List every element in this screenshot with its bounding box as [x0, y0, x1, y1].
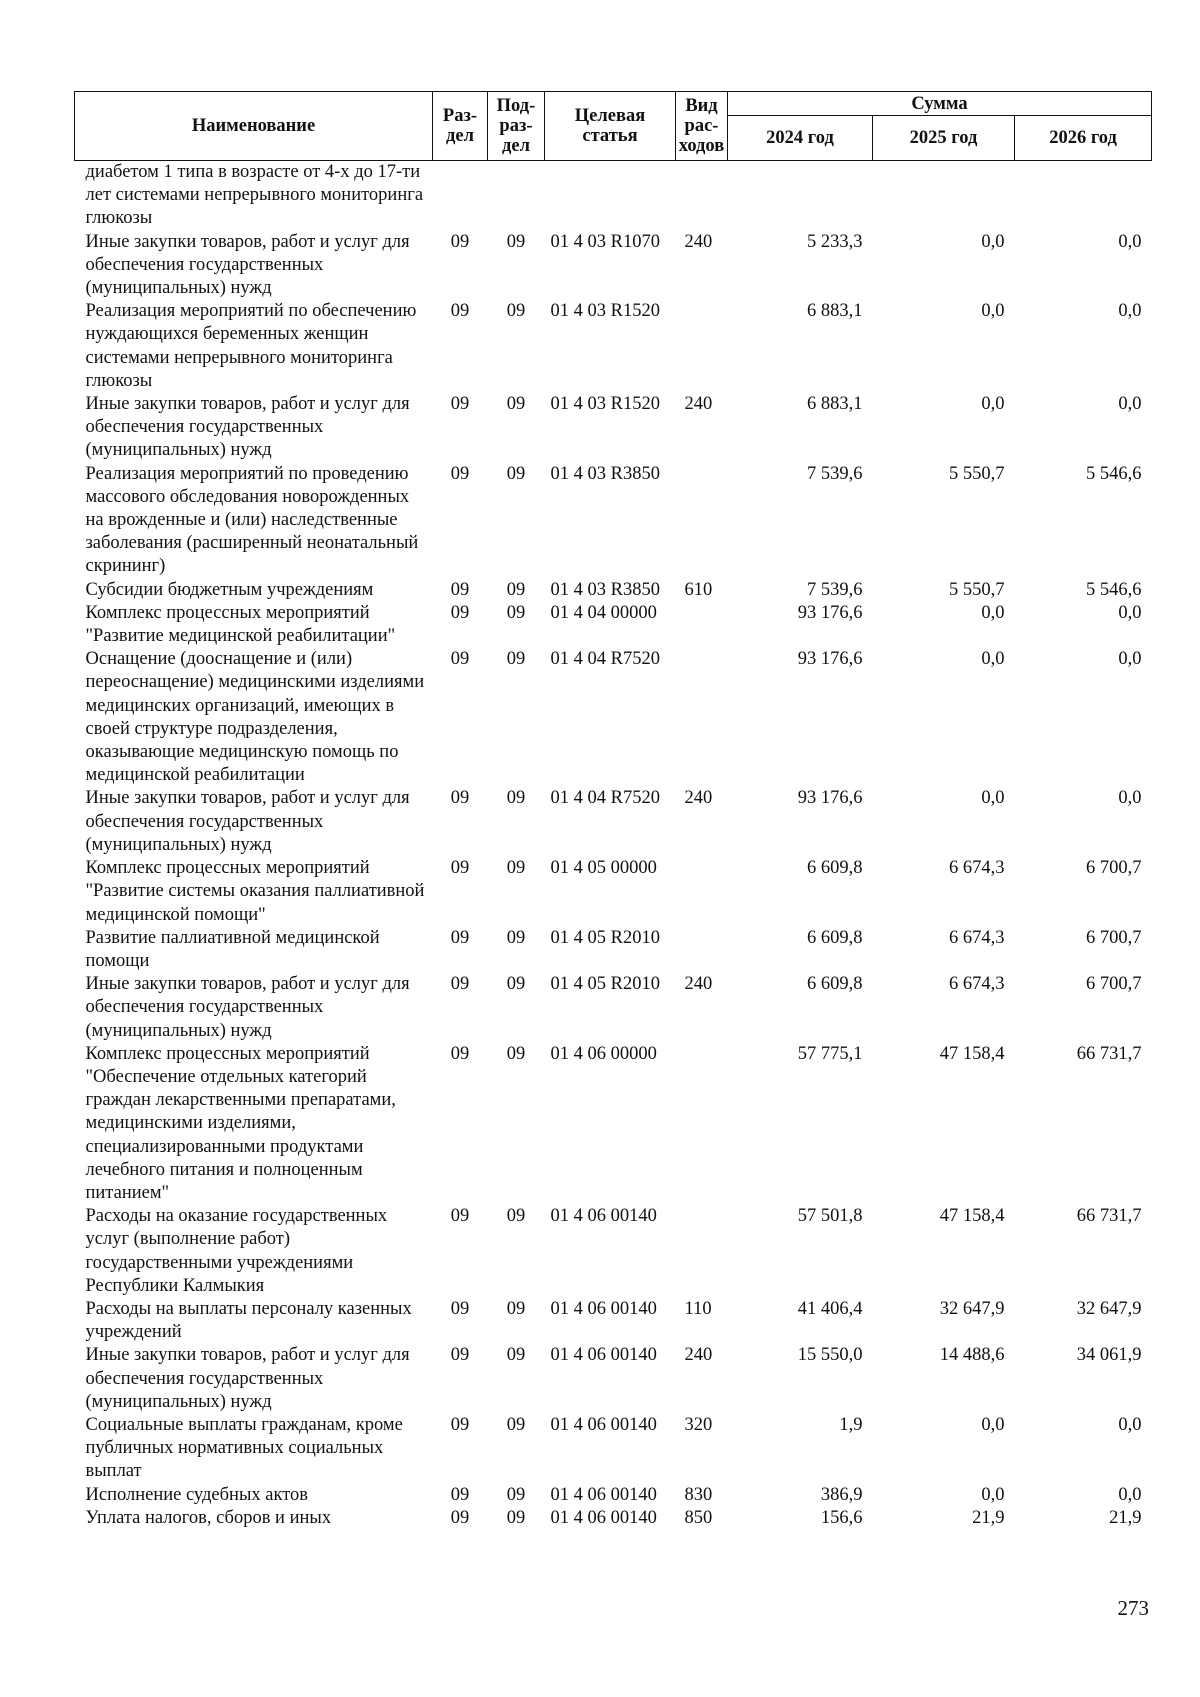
table-row [75, 1205, 1152, 1298]
header-vid-line: ходов [678, 136, 725, 156]
row-celevaya: 01 4 03 R1520 [550, 394, 660, 415]
row-podrazdel: 09 [506, 858, 526, 879]
row-podrazdel: 09 [506, 927, 526, 948]
header-vid [676, 92, 728, 161]
row-amount-2025: 0,0 [981, 602, 1005, 623]
row-amount-2026: 0,0 [1118, 602, 1142, 623]
header-year-2025: 2025 год [873, 116, 1015, 161]
row-amount-2024: 6 609,8 [807, 858, 863, 879]
row-vid [676, 1043, 728, 1205]
table-row [75, 1507, 1152, 1530]
row-vid: 610 [684, 579, 713, 600]
row-celevaya: 01 4 05 00000 [550, 858, 657, 879]
row-podrazdel: 09 [506, 463, 526, 484]
row-amount-2024: 5 233,3 [807, 231, 863, 252]
header-podrazdel [488, 92, 545, 161]
row-razdel: 09 [450, 1298, 470, 1319]
row-name: Реализация мероприятий по обеспечению нуждающихся беременных женщин системами непрерывного мониторинга глюкозы [85, 301, 417, 391]
header-podrazdel-line: дел [502, 136, 530, 156]
row-razdel: 09 [450, 1345, 470, 1366]
row-vid: 240 [684, 231, 713, 252]
row-amount-2024: 41 406,4 [797, 1298, 863, 1319]
row-celevaya: 01 4 04 R7520 [550, 649, 660, 670]
row-amount-2024: 6 883,1 [807, 394, 863, 415]
row-podrazdel: 09 [506, 1345, 526, 1366]
row-amount-2024: 57 501,8 [797, 1206, 863, 1227]
row-amount-2024 [728, 161, 873, 231]
row-amount-2024: 7 539,6 [807, 463, 863, 484]
row-amount-2025: 47 158,4 [939, 1043, 1005, 1064]
row-name: Исполнение судебных актов [85, 1484, 309, 1505]
row-podrazdel: 09 [506, 1298, 526, 1319]
row-podrazdel [488, 161, 545, 231]
row-vid [676, 300, 728, 393]
row-celevaya: 01 4 03 R1070 [550, 231, 660, 252]
table-row [75, 973, 1152, 1043]
header-podrazdel-line: раз- [499, 116, 533, 136]
row-razdel: 09 [450, 649, 470, 670]
row-amount-2025: 6 674,3 [949, 858, 1005, 879]
row-name: Оснащение (дооснащение и (или) переоснащение) медицинскими изделиями медицинских организаций, имеющих в своей структуре подразделения, оказывающие медицинскую помощь по медицинской реабилитации [85, 649, 425, 786]
row-podrazdel: 09 [506, 1507, 526, 1528]
row-celevaya: 01 4 06 00140 [550, 1345, 657, 1366]
row-vid: 830 [684, 1484, 713, 1505]
table-row [75, 927, 1152, 973]
table-row [75, 857, 1152, 927]
row-podrazdel: 09 [506, 579, 526, 600]
table-row [75, 602, 1152, 648]
row-amount-2026: 0,0 [1118, 649, 1142, 670]
table-row [75, 393, 1152, 463]
row-celevaya: 01 4 06 00140 [550, 1507, 657, 1528]
row-vid: 850 [684, 1507, 713, 1528]
row-vid [676, 161, 728, 231]
row-vid: 240 [684, 394, 713, 415]
row-podrazdel: 09 [506, 1206, 526, 1227]
row-amount-2026: 6 700,7 [1086, 858, 1142, 879]
row-name: Иные закупки товаров, работ и услуг для обеспечения государственных (муниципальных) нужд [85, 231, 410, 299]
row-celevaya: 01 4 03 R3850 [550, 463, 660, 484]
row-amount-2026: 5 546,6 [1086, 463, 1142, 484]
table-row [75, 300, 1152, 393]
row-celevaya: 01 4 04 R7520 [550, 788, 660, 809]
row-amount-2026: 0,0 [1118, 231, 1142, 252]
row-amount-2025: 6 674,3 [949, 927, 1005, 948]
row-amount-2024: 15 550,0 [797, 1345, 863, 1366]
page-number: 273 [1117, 1596, 1149, 1620]
header-year-2024: 2024 год [728, 116, 873, 161]
table-row [75, 463, 1152, 579]
header-razdel [433, 92, 488, 161]
row-celevaya: 01 4 06 00000 [550, 1043, 657, 1064]
row-name: Реализация мероприятий по проведению массового обследования новорожденных на врожденные и (или) наследственные заболевания (расширенный неонатальный скрининг) [85, 463, 419, 577]
table-row [75, 648, 1152, 787]
row-name: Иные закупки товаров, работ и услуг для обеспечения государственных (муниципальных) нужд [85, 394, 410, 461]
row-amount-2025: 0,0 [981, 301, 1005, 322]
row-razdel: 09 [450, 1507, 470, 1528]
row-name: Комплекс процессных мероприятий "Развитие системы оказания паллиативной медицинской помощи" [85, 858, 425, 925]
table-row [75, 1298, 1152, 1344]
row-vid: 240 [684, 974, 713, 995]
row-podrazdel: 09 [506, 649, 526, 670]
row-name: Иные закупки товаров, работ и услуг для обеспечения государственных (муниципальных) нужд [85, 974, 410, 1041]
row-celevaya: 01 4 03 R1520 [550, 301, 660, 322]
row-amount-2026: 66 731,7 [1076, 1043, 1142, 1064]
row-vid: 240 [684, 788, 713, 809]
row-amount-2026: 0,0 [1118, 1484, 1142, 1505]
row-amount-2025: 0,0 [981, 394, 1005, 415]
row-name: Комплекс процессных мероприятий "Развитие медицинской реабилитации" [85, 602, 396, 647]
row-vid [676, 602, 728, 648]
row-amount-2025 [873, 161, 1015, 231]
row-razdel: 09 [450, 231, 470, 252]
row-amount-2024: 93 176,6 [797, 602, 863, 623]
header-celevaya-line: Целевая [574, 106, 646, 126]
row-amount-2024: 6 883,1 [807, 301, 863, 322]
row-podrazdel: 09 [506, 974, 526, 995]
row-vid [676, 857, 728, 927]
row-razdel: 09 [450, 788, 470, 809]
row-amount-2026: 0,0 [1118, 301, 1142, 322]
row-amount-2025: 6 674,3 [949, 974, 1005, 995]
row-amount-2024: 386,9 [820, 1484, 863, 1505]
row-vid: 110 [684, 1298, 712, 1319]
row-name: Социальные выплаты гражданам, кроме публичных нормативных социальных выплат [85, 1414, 403, 1482]
row-amount-2025: 0,0 [981, 231, 1005, 252]
row-amount-2026: 66 731,7 [1076, 1206, 1142, 1227]
header-vid-line: Вид [685, 96, 718, 116]
table-row [75, 1344, 1152, 1414]
row-vid [676, 1205, 728, 1298]
row-amount-2026: 6 700,7 [1086, 974, 1142, 995]
table-row [75, 161, 1152, 231]
row-amount-2025: 21,9 [972, 1507, 1005, 1528]
row-amount-2025: 5 550,7 [949, 579, 1005, 600]
row-amount-2026: 34 061,9 [1076, 1345, 1142, 1366]
row-amount-2024: 156,6 [820, 1507, 863, 1528]
row-amount-2025: 14 488,6 [939, 1345, 1005, 1366]
row-celevaya: 01 4 03 R3850 [550, 579, 660, 600]
row-amount-2026 [1015, 161, 1152, 231]
header-year-2026: 2026 год [1015, 116, 1152, 161]
header-name: Наименование [75, 92, 433, 161]
row-amount-2025: 0,0 [981, 788, 1005, 809]
header-razdel-line: дел [446, 126, 474, 146]
row-podrazdel: 09 [506, 1043, 526, 1064]
row-amount-2026: 0,0 [1118, 1414, 1142, 1435]
row-razdel: 09 [450, 927, 470, 948]
row-razdel: 09 [450, 394, 470, 415]
row-amount-2026: 21,9 [1109, 1507, 1142, 1528]
row-podrazdel: 09 [506, 231, 526, 252]
row-vid: 240 [684, 1345, 713, 1366]
table-row [75, 579, 1152, 602]
row-name: Уплата налогов, сборов и иных [85, 1507, 332, 1528]
header-summa: Сумма [728, 92, 1152, 116]
row-amount-2025: 0,0 [981, 1484, 1005, 1505]
row-amount-2025: 5 550,7 [949, 463, 1005, 484]
row-name: Иные закупки товаров, работ и услуг для обеспечения государственных (муниципальных) нужд [85, 1345, 410, 1412]
table-row [75, 1414, 1152, 1484]
row-podrazdel: 09 [506, 1484, 526, 1505]
row-podrazdel: 09 [506, 1414, 526, 1435]
row-celevaya: 01 4 06 00140 [550, 1414, 657, 1435]
row-podrazdel: 09 [506, 301, 526, 322]
table-row [75, 1043, 1152, 1205]
row-amount-2024: 6 609,8 [807, 927, 863, 948]
row-name: Комплекс процессных мероприятий "Обеспечение отдельных категорий граждан лекарственными препаратами, медицинскими изделиями, специализированными продуктами лечебного питания и полноценным питанием" [85, 1043, 396, 1203]
row-razdel: 09 [450, 1043, 470, 1064]
table-header [75, 92, 1152, 161]
header-celevaya [545, 92, 676, 161]
row-podrazdel: 09 [506, 394, 526, 415]
row-amount-2026: 32 647,9 [1076, 1298, 1142, 1319]
row-razdel: 09 [450, 974, 470, 995]
row-razdel: 09 [450, 858, 470, 879]
table-row [75, 787, 1152, 857]
header-razdel-line: Раз- [442, 106, 478, 126]
row-celevaya: 01 4 06 00140 [550, 1206, 657, 1227]
table-row [75, 231, 1152, 301]
row-vid [676, 927, 728, 973]
row-amount-2024: 57 775,1 [797, 1043, 863, 1064]
row-amount-2025: 0,0 [981, 649, 1005, 670]
row-name: Иные закупки товаров, работ и услуг для обеспечения государственных (муниципальных) нужд [85, 788, 410, 855]
budget-table [74, 91, 1152, 1530]
row-razdel: 09 [450, 579, 470, 600]
row-celevaya [545, 161, 676, 231]
row-razdel: 09 [450, 1414, 470, 1435]
row-amount-2025: 32 647,9 [939, 1298, 1005, 1319]
row-amount-2025: 47 158,4 [939, 1206, 1005, 1227]
row-amount-2026: 5 546,6 [1086, 579, 1142, 600]
row-celevaya: 01 4 05 R2010 [550, 927, 660, 948]
row-name: Расходы на оказание государственных услуг (выполнение работ) государственными учреждениями Республики Калмыкия [85, 1206, 388, 1296]
row-name: диабетом 1 типа в возрасте от 4-х до 17-ти лет системами непрерывного мониторинга глюкозы [85, 162, 424, 229]
row-razdel: 09 [450, 1484, 470, 1505]
row-name: Расходы на выплаты персоналу казенных учреждений [85, 1298, 412, 1343]
row-vid [676, 463, 728, 579]
row-razdel: 09 [450, 602, 470, 623]
row-celevaya: 01 4 06 00140 [550, 1484, 657, 1505]
row-podrazdel: 09 [506, 602, 526, 623]
row-name: Субсидии бюджетным учреждениям [85, 579, 374, 600]
row-celevaya: 01 4 04 00000 [550, 602, 657, 623]
row-amount-2026: 6 700,7 [1086, 927, 1142, 948]
row-amount-2025: 0,0 [981, 1414, 1005, 1435]
row-amount-2026: 0,0 [1118, 788, 1142, 809]
header-celevaya-line: статья [582, 126, 638, 146]
row-celevaya: 01 4 06 00140 [550, 1298, 657, 1319]
row-celevaya: 01 4 05 R2010 [550, 974, 660, 995]
row-amount-2024: 6 609,8 [807, 974, 863, 995]
row-amount-2024: 1,9 [839, 1414, 863, 1435]
row-razdel: 09 [450, 301, 470, 322]
row-amount-2026: 0,0 [1118, 394, 1142, 415]
row-amount-2024: 93 176,6 [797, 788, 863, 809]
table-body [75, 161, 1152, 1530]
row-vid [676, 648, 728, 787]
row-amount-2024: 7 539,6 [807, 579, 863, 600]
row-vid: 320 [684, 1414, 713, 1435]
table-row [75, 1484, 1152, 1507]
row-podrazdel: 09 [506, 788, 526, 809]
header-vid-line: рас- [684, 116, 719, 136]
row-razdel: 09 [450, 463, 470, 484]
row-razdel: 09 [450, 1206, 470, 1227]
header-podrazdel-line: Под- [496, 96, 536, 116]
row-name: Развитие паллиативной медицинской помощи [85, 927, 380, 971]
row-amount-2024: 93 176,6 [797, 649, 863, 670]
row-razdel [433, 161, 488, 231]
